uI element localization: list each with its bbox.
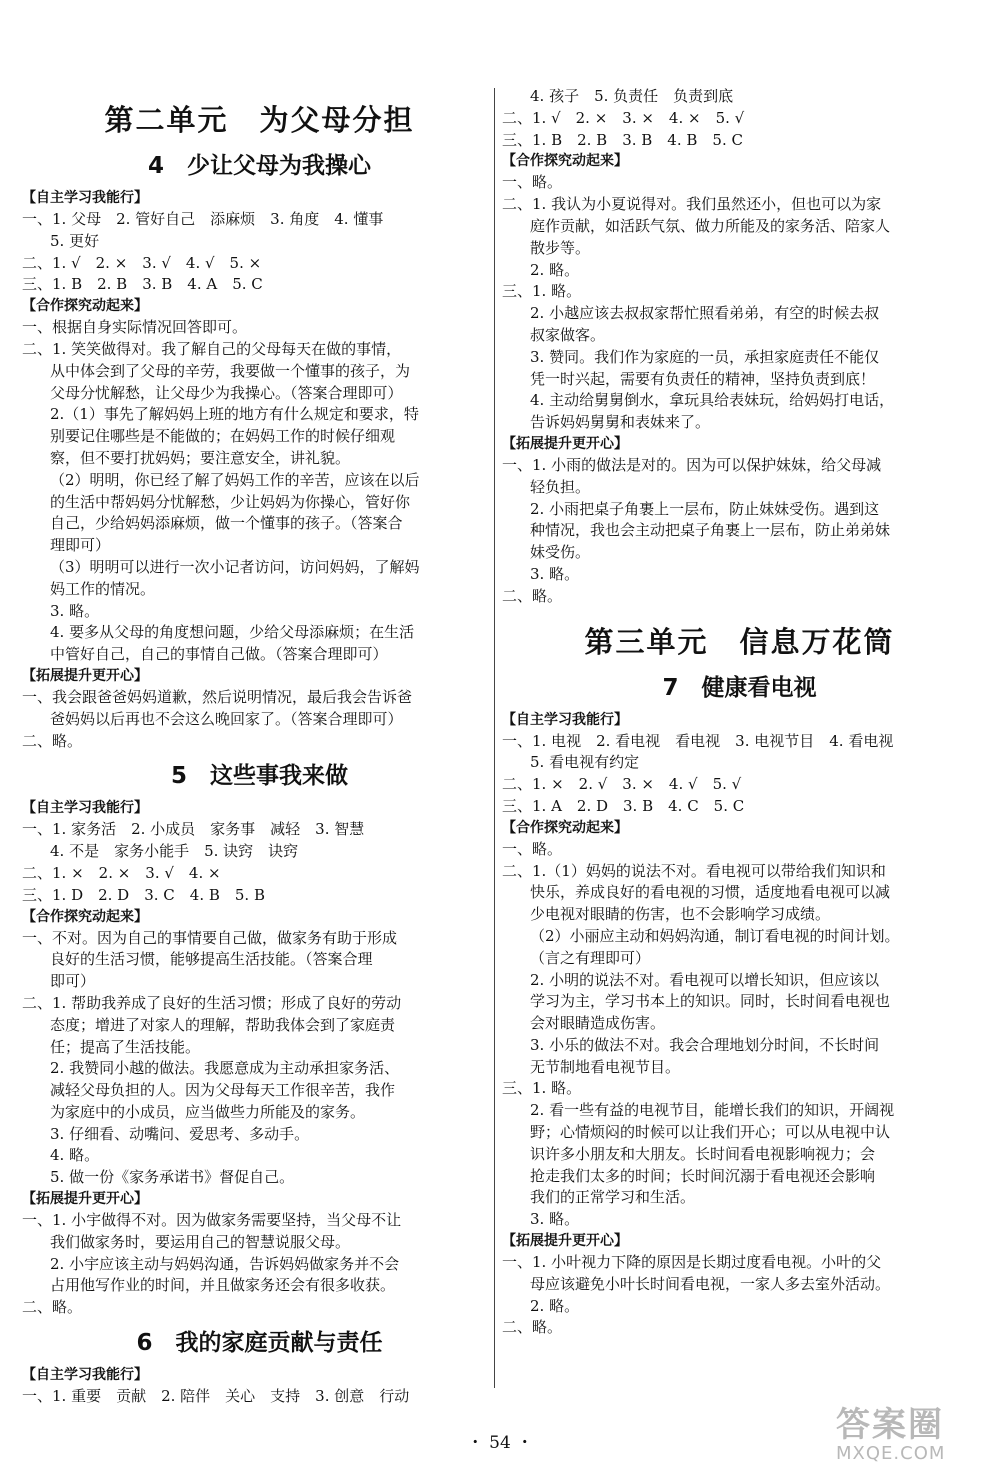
answer-line: 一、1. 小宇做得不对。因为做家务需要坚持，当父母不让 — [22, 1211, 402, 1230]
answer-line: 一、1. 父母 2. 管好自己 添麻烦 3. 角度 4. 懂事 — [22, 210, 384, 228]
answer-line: 中管好自己，自己的事情自己做。（答案合理即可） — [50, 645, 388, 664]
answer-line: 散步等。 — [530, 238, 591, 257]
answer-line: 抢走我们太多的时间；长时间沉溺于看电视还会影响 — [530, 1166, 876, 1185]
answer-line: 2. 小宇应该主动与妈妈沟通，告诉妈妈做家务并不会 — [50, 1254, 400, 1273]
answer-line: 减轻父母负担的人。因为父母每天工作很辛苦，我作 — [50, 1081, 396, 1100]
answer-line: 快乐，养成良好的看电视的习惯，适度地看电视可以减 — [530, 883, 891, 902]
answer-line: 一、1. 电视 2. 看电视 看电视 3. 电视节目 4. 看电视 — [502, 731, 894, 750]
answer-line: 2. 略。 — [530, 260, 580, 279]
answer-line: 任；提高了生活技能。 — [50, 1037, 201, 1056]
section-heading: 【合作探究动起来】 — [502, 819, 628, 836]
section-heading: 【拓展提升更开心】 — [22, 667, 148, 684]
lesson-7-title: 7 健康看电视 — [662, 674, 817, 701]
answer-line: 5. 做一份《家务承诺书》督促自己。 — [50, 1168, 295, 1187]
right-column — [502, 86, 977, 1339]
section-heading: 【拓展提升更开心】 — [22, 1191, 148, 1208]
unit-title-2: 第二单元 为父母分担 — [104, 103, 415, 137]
answer-line: 轻负担。 — [530, 477, 591, 496]
answer-line: 为家庭中的小成员，应当做些力所能及的家务。 — [50, 1102, 366, 1121]
answer-line: 二、略。 — [22, 731, 83, 750]
answer-line: 3. 小乐的做法不对。我会合理地划分时间，不长时间 — [530, 1035, 880, 1054]
answer-line: 三、1. 略。 — [502, 282, 582, 301]
answer-line: 2. 我赞同小越的做法。我愿意成为主动承担家务活、 — [50, 1059, 400, 1078]
answer-line: 占用他写作业的时间，并且做家务还会有很多收获。 — [50, 1276, 396, 1295]
answer-line: 爸妈妈以后再也不会这么晚回家了。（答案合理即可） — [50, 709, 403, 728]
answer-line: 2. 小明的说法不对。看电视可以增长知识，但应该以 — [530, 970, 880, 989]
section-heading: 【自主学习我能行】 — [22, 1367, 148, 1384]
section-heading: 【合作探究动起来】 — [502, 153, 628, 170]
lesson-5-title: 5 这些事我来做 — [170, 763, 348, 790]
answer-line: 5. 更好 — [50, 231, 100, 250]
answer-line: 3. 赞同。我们作为家庭的一员，承担家庭责任不能仅 — [530, 347, 880, 366]
answer-line: 3. 略。 — [530, 564, 580, 583]
section-heading: 【自主学习我能行】 — [22, 190, 148, 206]
answer-line: 野；心情烦闷的时候可以让我们开心；可以从电视中认 — [530, 1123, 891, 1142]
section-heading: 【自主学习我能行】 — [502, 711, 628, 728]
answer-line: 理即可） — [50, 536, 111, 555]
answer-line: （言之有理即可） — [530, 948, 651, 967]
answer-line: 一、略。 — [502, 173, 563, 192]
section-heading: 【合作探究动起来】 — [22, 298, 148, 315]
answer-line: 良好的生活习惯，能够提高生活技能。（答案合理 — [50, 950, 373, 969]
answer-line: 2. 小越应该去叔叔家帮忙照看弟弟，有空的时候去叔 — [530, 304, 880, 323]
answer-line: 一、不对。因为自己的事情要自己做，做家务有助于形成 — [22, 928, 398, 947]
answer-line: 三、1. B 2. B 3. B 4. B 5. C — [502, 130, 743, 149]
answer-line: 4. 主动给舅舅倒水，拿玩具给表妹玩，给妈妈打电话， — [530, 391, 895, 410]
answer-line: 二、1. √ 2. × 3. × 4. × 5. √ — [502, 108, 745, 127]
left-column — [22, 86, 497, 1408]
answer-line: 一、1. 重要 贡献 2. 陪伴 关心 支持 3. 创意 行动 — [22, 1387, 410, 1406]
answer-line: 识许多小朋友和大朋友。长时间看电视影响视力；会 — [530, 1144, 876, 1163]
answer-line: 一、1. 小叶视力下降的原因是长期过度看电视。小叶的父 — [502, 1253, 882, 1272]
answer-line: 二、1. 我认为小夏说得对。我们虽然还小，但也可以为家 — [502, 195, 882, 214]
answer-line: （2）小丽应主动和妈妈沟通，制订看电视的时间计划。 — [530, 926, 900, 945]
answer-line: 二、略。 — [502, 586, 563, 605]
answer-line: 叔家做客。 — [530, 325, 606, 344]
answer-line: 妈工作的情况。 — [50, 579, 156, 598]
answer-line: 4. 要多从父母的角度想问题，少给父母添麻烦；在生活 — [50, 623, 415, 642]
unit-title-3: 第三单元 信息万花筒 — [584, 624, 895, 659]
answer-line: 种情况，我也会主动把桌子角裹上一层布，防止弟弟妹 — [530, 521, 891, 540]
answer-line: 一、1. 家务活 2. 小成员 家务事 减轻 3. 智慧 — [22, 820, 365, 839]
answer-line: 我们做家务时，要运用自己的智慧说服父母。 — [50, 1232, 351, 1251]
answer-line: 一、1. 小雨的做法是对的。因为可以保护妹妹，给父母减 — [502, 455, 882, 474]
answer-line: 2.（1）事先了解妈妈上班的地方有什么规定和要求，特 — [50, 405, 419, 424]
answer-line: 的生活中帮妈妈分忧解愁，少让妈妈为你操心，管好你 — [50, 492, 411, 511]
watermark-logo — [836, 1406, 986, 1468]
answer-line: 妹受伤。 — [530, 543, 591, 562]
lesson-4-title: 4 少让父母为我操心 — [147, 153, 371, 179]
answer-line: 二、1. 笑笑做得对。我了解自己的父母每天在做的事情， — [22, 339, 402, 358]
answer-line: 凭一时兴起，需要有负责任的精神，坚持负责到底！ — [530, 369, 876, 388]
page-number: ・ 54 ・ — [466, 1433, 534, 1453]
answer-line: 4. 孩子 5. 负责任 负责到底 — [530, 87, 734, 105]
answer-line: 4. 略。 — [50, 1146, 100, 1165]
answer-line: 一、根据自身实际情况回答即可。 — [22, 318, 248, 337]
answer-line: 父母分忧解愁，让父母少为我操心。（答案合理即可） — [50, 383, 403, 402]
answer-line: 二、略。 — [502, 1318, 563, 1337]
answer-line: 少电视对眼睛的伤害，也不会影响学习成绩。 — [530, 905, 831, 924]
answer-line: 从中体会到了父母的辛劳，我要做一个懂事的孩子，为 — [50, 361, 411, 380]
answer-line: 2. 看一些有益的电视节目，能增长我们的知识，开阔视 — [530, 1101, 895, 1120]
section-heading: 【拓展提升更开心】 — [502, 1233, 628, 1250]
answer-line: 一、我会跟爸爸妈妈道歉，然后说明情况，最后我会告诉爸 — [22, 687, 413, 706]
watermark-url: MXQE.COM — [836, 1443, 946, 1464]
answer-line: 学习为主，学习书本上的知识。同时，长时间看电视也 — [530, 992, 891, 1011]
answer-line: 3. 略。 — [530, 1210, 580, 1229]
answer-line: 3. 仔细看、动嘴问、爱思考、多动手。 — [50, 1124, 310, 1143]
answer-line: 二、略。 — [22, 1298, 83, 1317]
answer-line: 二、1.（1）妈妈的说法不对。看电视可以带给我们知识和 — [502, 861, 886, 880]
answer-line: 三、1. A 2. D 3. B 4. C 5. C — [502, 796, 745, 815]
answer-line: 三、1. B 2. B 3. B 4. A 5. C — [22, 275, 263, 294]
answer-line: 我们的正常学习和生活。 — [530, 1188, 696, 1207]
answer-line: 4. 不是 家务小能手 5. 诀窍 诀窍 — [50, 842, 299, 861]
answer-line: 二、1. × 2. × 3. √ 4. × — [22, 863, 221, 882]
answer-line: 无节制地看电视节目。 — [530, 1057, 681, 1076]
section-heading: 【合作探究动起来】 — [22, 908, 148, 925]
answer-line: 会对眼睛造成伤害。 — [530, 1014, 666, 1033]
answer-line: 庭作贡献，如活跃气氛、做力所能及的家务活、陪家人 — [530, 216, 891, 235]
section-heading: 【拓展提升更开心】 — [502, 435, 628, 452]
answer-line: 三、1. D 2. D 3. C 4. B 5. B — [22, 885, 265, 904]
lesson-6-title: 6 我的家庭贡献与责任 — [136, 1330, 383, 1357]
answer-line: 别要记住哪些是不能做的；在妈妈工作的时候仔细观 — [50, 427, 396, 446]
answer-line: 母应该避免小叶长时间看电视，一家人多去室外活动。 — [530, 1274, 891, 1293]
answer-line: 自己，少给妈妈添麻烦，做一个懂事的孩子。（答案合 — [50, 514, 403, 533]
answer-line: 5. 看电视有约定 — [530, 753, 640, 772]
watermark-text: 答案圈 — [836, 1405, 944, 1445]
answer-line: 态度；增进了对家人的理解，帮助我体会到了家庭责 — [50, 1015, 396, 1034]
answer-line: 即可） — [50, 972, 96, 991]
answer-line: 三、1. 略。 — [502, 1079, 582, 1098]
section-heading: 【自主学习我能行】 — [22, 800, 148, 817]
answer-line: 2. 小雨把桌子角裹上一层布，防止妹妹受伤。遇到这 — [530, 499, 880, 518]
answer-line: （2）明明，你已经了解了妈妈工作的辛苦，应该在以后 — [50, 470, 420, 489]
answer-line: 3. 略。 — [50, 601, 100, 620]
answer-line: （3）明明可以进行一次小记者访问，访问妈妈，了解妈 — [50, 557, 420, 576]
answer-line: 二、1. 帮助我养成了良好的生活习惯；形成了良好的劳动 — [22, 993, 402, 1012]
answer-line: 告诉妈妈舅舅和表妹来了。 — [530, 413, 711, 432]
answer-line: 二、1. √ 2. × 3. √ 4. √ 5. × — [22, 253, 262, 272]
answer-line: 2. 略。 — [530, 1296, 580, 1315]
answer-line: 一、略。 — [502, 839, 563, 858]
answer-line: 察，但不要打扰妈妈；要注意安全，讲礼貌。 — [50, 448, 351, 467]
answer-line: 二、1. × 2. √ 3. × 4. √ 5. √ — [502, 775, 742, 794]
